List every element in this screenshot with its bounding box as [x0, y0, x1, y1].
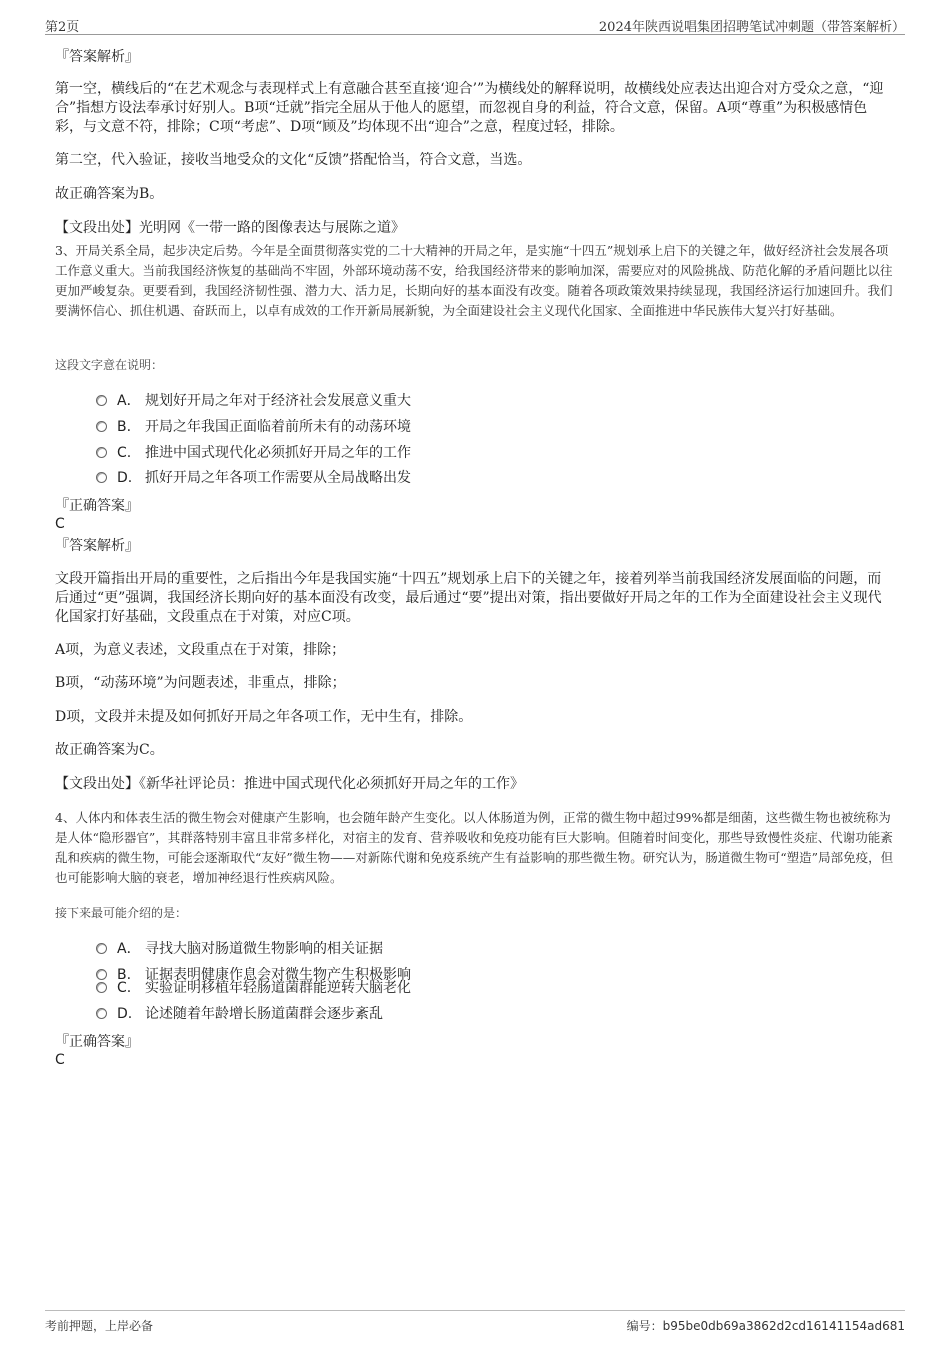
q3-analysis-d: D项，文段并未提及如何抓好开局之年各项工作，无中生有，排除。: [55, 709, 473, 725]
q4-option-d[interactable]: D. 论述随着年龄增长肠道菌群会逐步紊乱: [96, 1004, 383, 1024]
q4-question: 接下来最可能介绍的是：: [55, 906, 188, 920]
q3-answer-label: 『正确答案』: [55, 498, 139, 514]
q3-conclusion: 故正确答案为C。: [55, 742, 164, 758]
q3-analysis-p1: 文段开篇指出开局的重要性，之后指出今年是我国实施“十四五”规划承上启下的关键之年，接着列举当前我国经济发展面临的问题，而后通过“更”强调，我国经济长期向好的基本面没有改变，最后通过“要”提出对策，指出要做好开局之年的工作为全面建设社会主义现代化国家打好基础，文段重点在于对策，对应C项。: [55, 571, 882, 625]
q4-answer-label: 『正确答案』: [55, 1034, 139, 1050]
q2-source: 【文段出处】光明网《一带一路的图像表达与展陈之道》: [55, 220, 405, 236]
footer-slogan: 考前押题，上岸必备: [45, 1319, 154, 1333]
q3-question: 这段文字意在说明：: [55, 358, 164, 372]
q2-analysis-label: 『答案解析』: [55, 49, 139, 65]
q2-analysis-p2: 第二空，代入验证，接收当地受众的文化“反馈”搭配恰当，符合文意，当选。: [55, 152, 532, 168]
q2-analysis-p1: 第一空，横线后的“在艺术观念与表现样式上有意融合甚至直接‘迎合’”为横线处的解释说明，故横线处应表达出迎合对方受众之意，“迎合”指想方设法奉承讨好别人。B项“迁就”指完全屈从于他人的愿望，而忽视自身的利益，符合文意，保留。A项“尊重”为积极感情色彩，与文意不符，排除；C项“考虑”、D项“顾及”均体现不出“迎合”之意，程度过轻，排除。: [55, 81, 884, 135]
radio-button[interactable]: [96, 1008, 107, 1019]
q3-option-b[interactable]: B. 开局之年我国正面临着前所未有的动荡环境: [96, 417, 411, 437]
page-header: [45, 14, 905, 35]
q3-option-d[interactable]: D. 抓好开局之年各项工作需要从全局战略出发: [96, 468, 411, 488]
q4-answer: C: [55, 1052, 65, 1068]
radio-button[interactable]: [96, 472, 107, 483]
q4-option-a[interactable]: A． 寻找大脑对肠道微生物影响的相关证据: [96, 939, 383, 959]
q4-option-c[interactable]: C. 实验证明移植年轻肠道菌群能逆转大脑老化: [96, 978, 411, 998]
q4-stem: 4、人体内和体表生活的微生物会对健康产生影响，也会随年龄产生变化。以人体肠道为例，正常的微生物中超过99%都是细菌，这些微生物也被统称为是人体“隐形器官”，其群落特别丰富且非常多样化，对宿主的发育、营养吸收和免疫功能有巨大影响。但随着时间变化，那些导致慢性炎症、代谢功能紊乱和疾病的微生物，可能会逐渐取代“友好”微生物——对新陈代谢和免疫系统产生有益影响的那些微生物。研究认为，肠道微生物可“塑造”局部免疫，但也可能影响大脑的衰老，增加神经退行性疾病风险。: [55, 810, 894, 885]
page-number: 第2页: [45, 20, 80, 35]
radio-button[interactable]: [96, 943, 107, 954]
radio-button[interactable]: [96, 395, 107, 406]
q3-answer: C: [55, 516, 65, 532]
q3-option-a[interactable]: A． 规划好开局之年对于经济社会发展意义重大: [96, 391, 411, 411]
q3-source: 【文段出处】《新华社评论员：推进中国式现代化必须抓好开局之年的工作》: [55, 776, 524, 792]
document-title: 2024年陕西说唱集团招聘笔试冲刺题（带答案解析）: [598, 20, 905, 35]
q3-analysis-b: B项，“动荡环境”为问题表述，非重点，排除；: [55, 675, 346, 691]
radio-button[interactable]: [96, 982, 107, 993]
radio-button[interactable]: [96, 447, 107, 458]
q3-option-c[interactable]: C. 推进中国式现代化必须抓好开局之年的工作: [96, 443, 411, 463]
q2-conclusion: 故正确答案为B。: [55, 186, 164, 202]
q4-option-b[interactable]: B. 证据表明健康作息会对微生物产生积极影响: [96, 965, 411, 985]
document-id: 编号：b95be0db69a3862d2cd16141154ad681: [626, 1319, 905, 1333]
q3-analysis-a: A项，为意义表述，文段重点在于对策，排除；: [55, 642, 346, 658]
q3-analysis-label: 『答案解析』: [55, 538, 139, 554]
page-footer: [45, 1310, 905, 1335]
radio-button[interactable]: [96, 421, 107, 432]
q3-stem: 3、开局关系全局，起步决定后势。今年是全面贯彻落实党的二十大精神的开局之年，是实施“十四五”规划承上启下的关键之年，做好经济社会发展各项工作意义重大。当前我国经济恢复的基础尚不牢固，外部环境动荡不安，给我国经济带来的影响加深，需要应对的风险挑战、防范化解的矛盾问题比以往更加严峻复杂。更要看到，我国经济韧性强、潜力大、活力足，长期向好的基本面没有改变。随着各项政策效果持续显现，我国经济运行加速回升。我们要满怀信心、抓住机遇、奋跃而上，以卓有成效的工作开新局展新貌，为全面建设社会主义现代化国家、全面推进中华民族伟大复兴打好基础。: [55, 243, 893, 318]
